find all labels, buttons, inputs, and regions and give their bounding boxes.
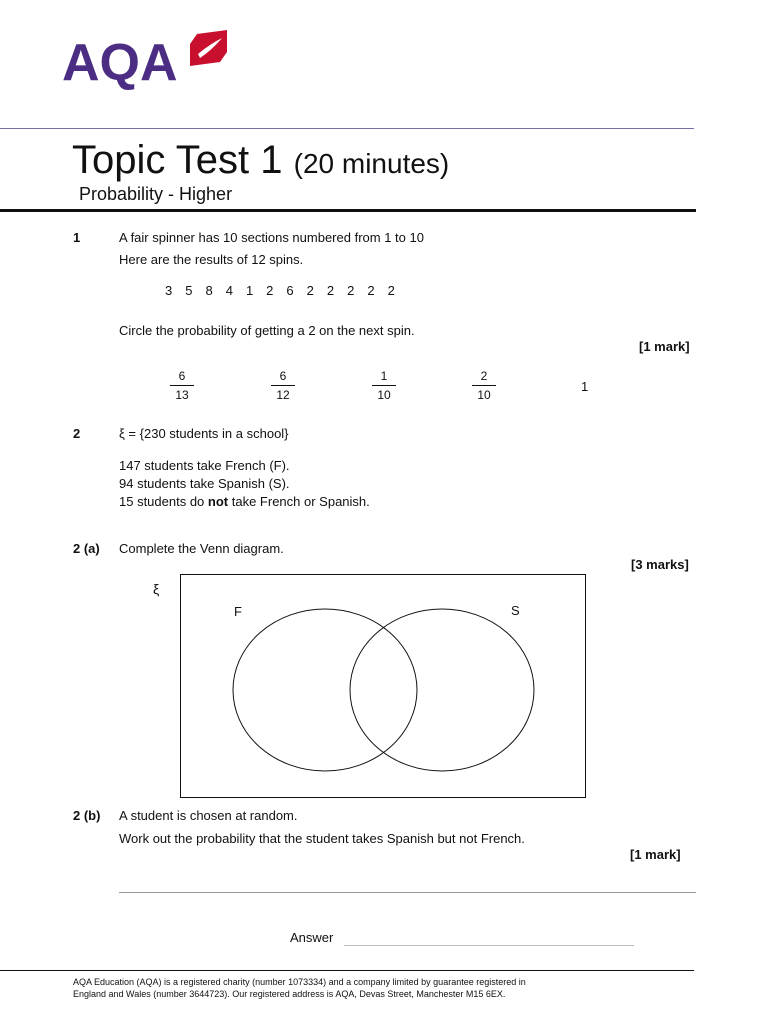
page-subtitle: Probability - Higher (79, 184, 233, 204)
spin-result: 2 (326, 283, 335, 298)
q1-number: 1 (73, 230, 81, 245)
q1-line2: Here are the results of 12 spins. (119, 252, 304, 267)
q1-line1: A fair spinner has 10 sections numbered from 1 to 10 (119, 230, 424, 245)
option-fraction[interactable]: 6 13 (170, 369, 194, 403)
q2-number: 2 (73, 426, 81, 441)
title-text: Topic Test 1 (72, 138, 283, 182)
option-fraction[interactable]: 2 10 (472, 369, 496, 403)
q2a-marks: [3 marks] (631, 557, 689, 572)
venn-circle-spanish (350, 609, 534, 771)
footer-line1: AQA Education (AQA) is a registered charity (number 1073334) and a company limited by guarantee registered in (73, 977, 526, 987)
footer-divider (0, 970, 694, 971)
venn-circle-french (233, 609, 417, 771)
venn-label-s: S (511, 603, 520, 618)
option-whole[interactable]: 1 (581, 379, 589, 394)
q2b-number: 2 (b) (73, 808, 101, 823)
answer-label: Answer (290, 930, 334, 945)
spin-result: 2 (387, 283, 395, 298)
title-divider (0, 209, 696, 212)
spin-result: 2 (367, 283, 375, 298)
q1-marks: [1 mark] (639, 339, 690, 354)
q1-instruction: Circle the probability of getting a 2 on the next spin. (119, 323, 415, 338)
page-title (72, 138, 449, 183)
spin-result: 2 (347, 283, 355, 298)
q2b-line1: A student is chosen at random. (119, 808, 298, 823)
spin-result: 2 (306, 283, 314, 298)
title-duration: (20 minutes) (293, 148, 450, 179)
answer-field[interactable] (344, 945, 634, 946)
option-fraction[interactable]: 6 12 (271, 369, 295, 403)
q2b-line2: Work out the probability that the student takes Spanish but not French. (119, 831, 525, 846)
working-line[interactable] (119, 892, 696, 893)
q2-line3: 15 students do not take French or Spanish. (119, 494, 370, 509)
venn-label-f: F (234, 604, 242, 619)
spin-results (165, 283, 408, 298)
spin-result: 4 (225, 283, 233, 298)
aqa-logo-text: AQA (62, 34, 178, 90)
universal-set-symbol: ξ (153, 581, 160, 597)
q2-line1: 147 students take French (F). (119, 458, 290, 473)
footer-line2: England and Wales (number 3644723). Our registered address is AQA, Devas Street, Manchester M15 6EX. (73, 989, 506, 999)
q2-line2: 94 students take Spanish (S). (119, 476, 290, 491)
q2a-number: 2 (a) (73, 541, 100, 556)
aqa-logo (62, 30, 232, 95)
header-divider (0, 128, 694, 129)
spin-result: 2 (266, 283, 274, 298)
option-fraction[interactable]: 1 10 (372, 369, 396, 403)
spin-result: 3 (165, 283, 173, 298)
q2-universal-set: ξ = {230 students in a school} (119, 426, 289, 441)
q2a-text: Complete the Venn diagram. (119, 541, 284, 556)
q2b-marks: [1 mark] (630, 847, 681, 862)
spin-result: 8 (205, 283, 213, 298)
spin-result: 5 (185, 283, 193, 298)
spin-result: 1 (245, 283, 254, 298)
spin-result: 6 (286, 283, 294, 298)
